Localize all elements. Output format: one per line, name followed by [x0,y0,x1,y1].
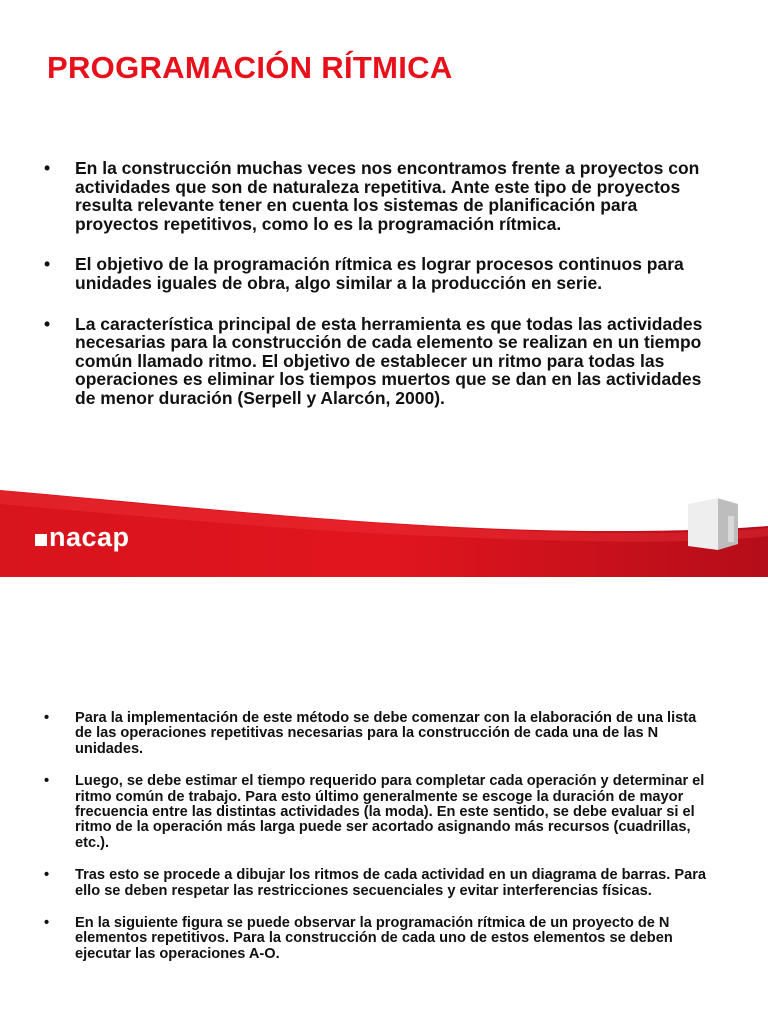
logo-mark-icon [35,534,47,546]
list-item [0,868,768,899]
bullet-icon: • [44,158,51,178]
bullet-text: Para la implementación de este método se debe comenzar con la elaboración de una lista de las operaciones repetitivas necesarias para la construcción de cada una de las N unidades. [75,710,697,757]
bullet-text: Tras esto se procede a dibujar los ritmos de cada actividad en un diagrama de barras. Para ello se deben respetar las restricciones secuenciales y evitar interferencias físicas. [75,867,707,899]
bullet-text: La característica principal de esta herramienta es que todas las actividades necesarias para la construcción de cada elemento se realizan en un tiempo común llamado ritmo. El objetivo de establecer un ritmo para todas las operaciones es eliminar los tiempos muertos que se dan en las actividades de menor duración (Serpell y Alarcón, 2000). [75,313,703,408]
logo-text: nacap [49,521,130,552]
bullet-icon: • [44,867,50,884]
list-item [0,916,768,962]
list-item [0,159,768,233]
bullet-icon: • [44,773,50,790]
cube-icon [682,494,742,552]
bullet-list [0,711,768,979]
list-item [0,255,768,292]
list-item [0,711,768,757]
bullet-icon: • [44,254,51,275]
slide-2 [0,577,768,1024]
bullet-text: En la siguiente figura se puede observar la programación rítmica de un proyecto de N elementos repetitivos. Para la construcción de cada uno de estos elementos se deben ejecutar las operaciones A-O. [75,915,673,962]
list-item [0,774,768,851]
bullet-icon: • [44,710,50,726]
bullet-text: El objetivo de la programación rítmica es lograr procesos continuos para unidades iguales de obra, algo similar a la producción en serie. [75,254,684,293]
bullet-icon: • [44,915,50,932]
page-title: PROGRAMACIÓN RÍTMICA [47,50,453,85]
inacap-logo [35,522,130,552]
list-item [0,315,768,408]
bullet-icon: • [44,313,51,334]
bullet-text: En la construcción muchas veces nos encontramos frente a proyectos con actividades que son de naturaleza repetitiva. Ante este tipo de proyectos resulta relevante tener en cuenta los sistemas de planificación para proyectos repetitivos, como lo es la programación rítmica. [75,158,700,234]
bullet-text: Luego, se debe estimar el tiempo requerido para completar cada operación y determinar el ritmo común de trabajo. Para esto último generalmente se escoge la duración de mayor frecuencia entre las distintas actividades (la moda). En este sentido, se debe evaluar si el ritmo de la operación más larga puede ser acortado asignando más recursos (cuadrillas, etc.). [75,773,705,851]
bullet-list [0,159,768,430]
